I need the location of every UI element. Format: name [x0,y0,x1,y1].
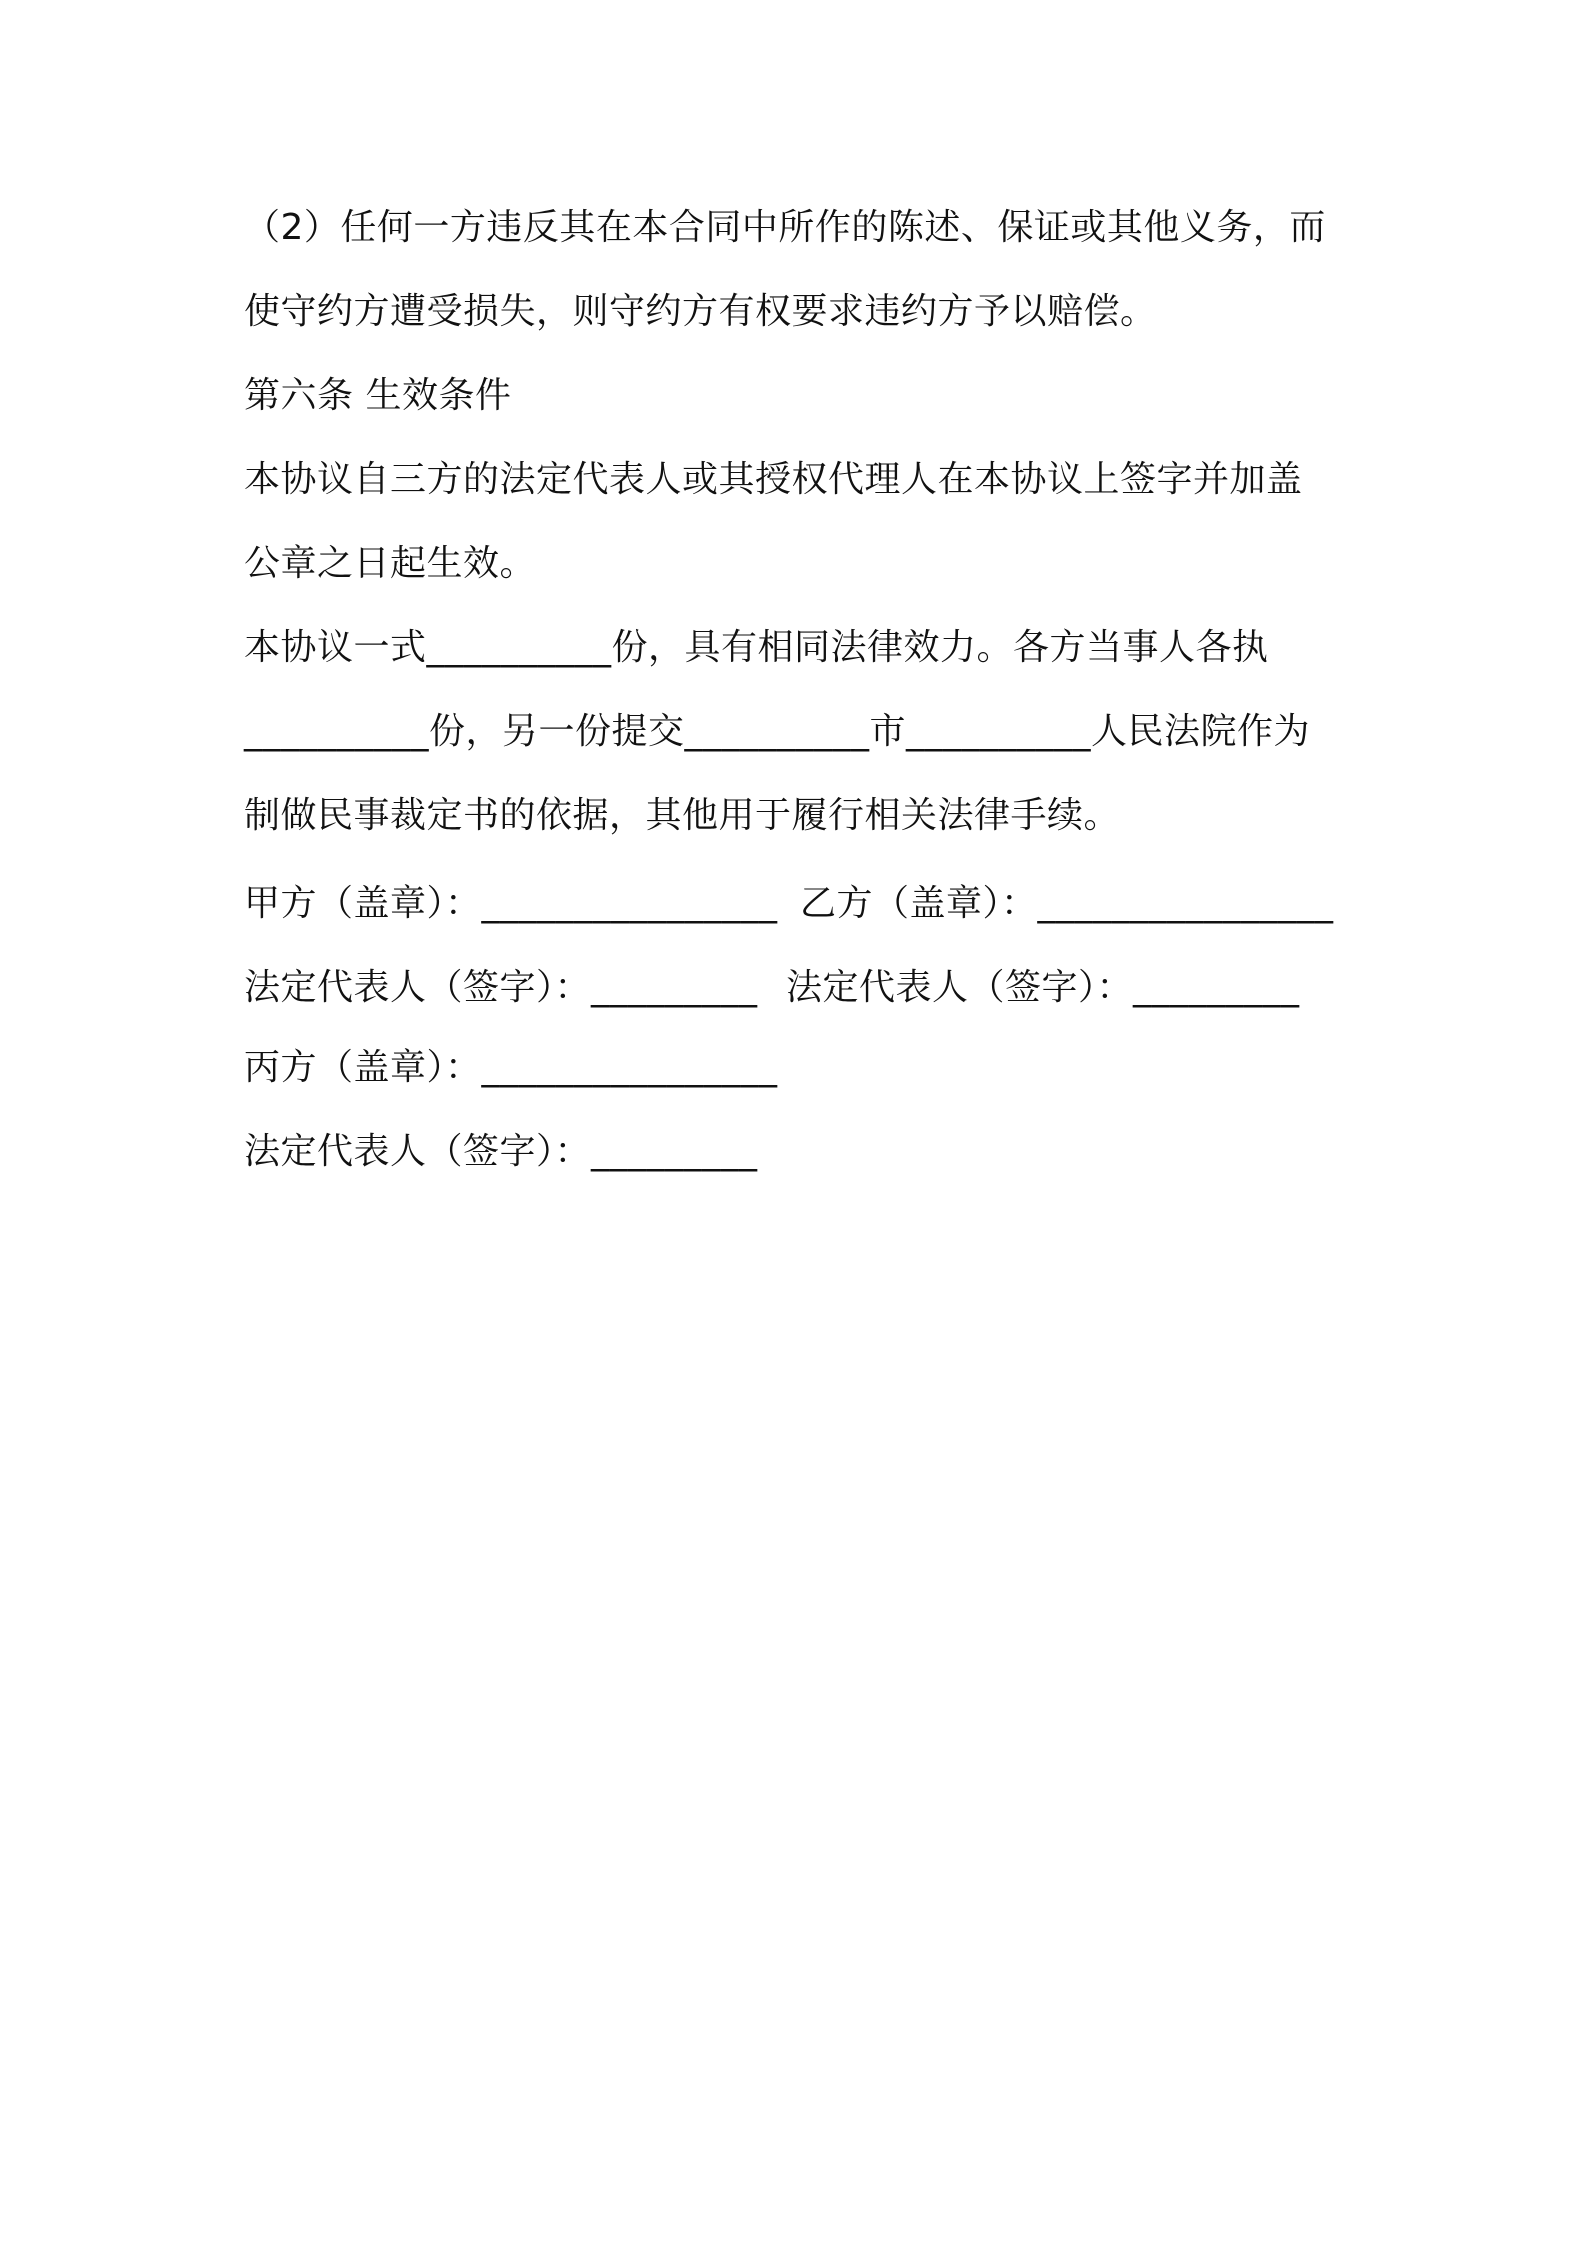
clause6-heading: 第六条 生效条件 [244,375,512,416]
party-b-seal: 乙方（盖章）：________________ [800,883,1334,924]
clause6-para2-line3: 制做民事裁定书的依据，其他用于履行相关法律手续。 [244,795,1121,836]
party-a-seal: 甲方（盖章）：________________ [244,883,778,924]
party-a-representative: 法定代表人（签字）：_________ [244,967,758,1008]
clause6-para1-line1: 本协议自三方的法定代表人或其授权代理人在本协议上签字并加盖 [244,459,1303,500]
clause6-para1-line2: 公章之日起生效。 [244,543,537,584]
party-b-representative: 法定代表人（签字）：_________ [786,967,1300,1008]
clause6-para2-line1: 本协议一式__________份，具有相同法律效力。各方当事人各执 [244,627,1269,668]
party-c-seal: 丙方（盖章）：________________ [244,1047,778,1088]
party-c-representative: 法定代表人（签字）：_________ [244,1131,758,1172]
clause6-para2-line2: __________份，另一份提交__________市__________人民法院作为 [244,711,1311,752]
clause5-item2-line1: （2）任何一方违反其在本合同中所作的陈述、保证或其他义务，而 [244,207,1326,248]
clause5-item2-line2: 使守约方遭受损失，则守约方有权要求违约方予以赔偿。 [244,291,1157,332]
